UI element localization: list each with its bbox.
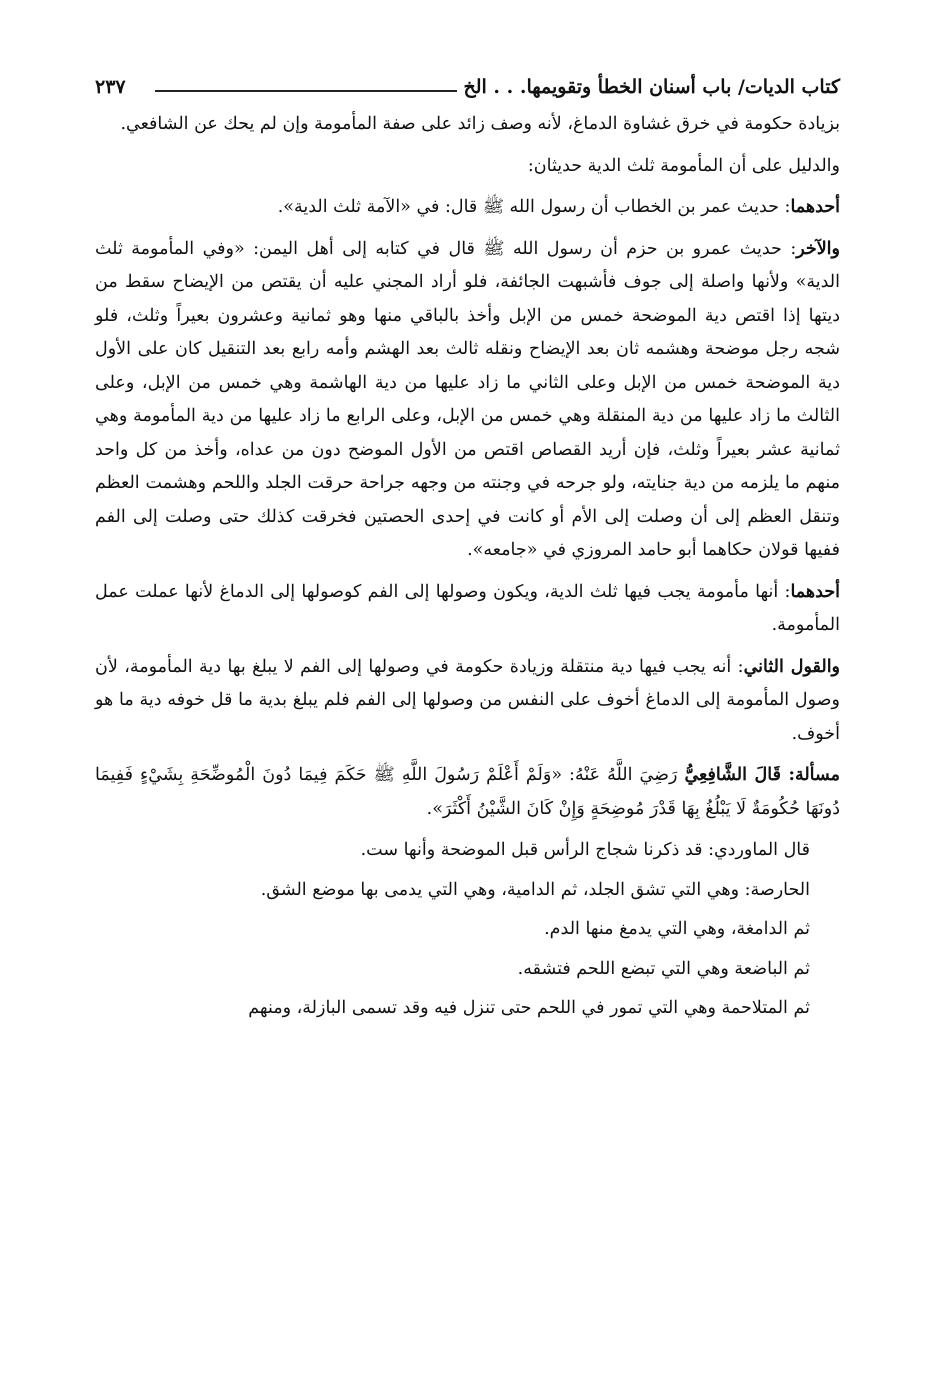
paragraph-3-label: أحدهما — [790, 197, 840, 217]
commentary-line-4: ثم الباضعة وهي التي تبضع اللحم فتشقه. — [517, 958, 810, 979]
page-header — [95, 70, 840, 108]
running-title: كتاب الديات/ باب أسنان الخطأ وتقويمها. . . الخ — [457, 76, 840, 98]
masala-text: رَضِيَ اللَّهُ عَنْهُ: «وَلَمْ أَعْلَمْ رَسُولَ اللَّهِ ﷺ حَكَمَ فِيمَا دُونَ الْمُوضِّحَةِ بِشَيْءٍ فَفِيمَا دُونَهَا حُكُومَةٌ لَا يَبْلُغُ بِهَا قَدْرَ مُوضِحَةٍ وَإِنْ كَانَ الشَّيْنُ أَكْثَرَ». — [95, 765, 840, 819]
paragraph-6-label: والقول الثاني — [743, 656, 841, 677]
paragraph-6-text: : أنه يجب فيها دية منتقلة وزيادة حكومة في وصولها إلى الفم لا يبلغ بها دية المأمومة، لأن وصول المأمومة إلى الدماغ أخوف على النفس من وصولها إلى الفم فلم يبلغ بدية ما قل خوفه دية ما هو أخوف. — [95, 656, 840, 744]
body-text — [95, 108, 840, 1026]
masala-paragraph — [95, 759, 840, 826]
commentary-line-3: ثم الدامغة، وهي التي يدمغ منها الدم. — [544, 919, 810, 939]
paragraph-6 — [95, 651, 840, 752]
paragraph-3-text: : حديث عمر بن الخطاب أن رسول الله ﷺ قال: في «الآمة ثلث الدية». — [277, 197, 791, 217]
page — [95, 70, 840, 1032]
paragraph-4-label: والآخر — [796, 238, 840, 259]
commentary-line-1: قال الماوردي: قد ذكرنا شجاج الرأس قبل الموضحة وأنها ست. — [360, 840, 810, 860]
paragraph-5 — [95, 576, 840, 643]
commentary-line-5: ثم المتلاحمة وهي التي تمور في اللحم حتى تنزل فيه وقد تسمى البازلة، ومنهم — [248, 998, 810, 1018]
masala-label: مسألة: قَالَ الشَّافِعِيُّ — [684, 765, 840, 785]
page-number: ٢٣٧ — [95, 76, 126, 98]
paragraph-4-text: : حديث عمرو بن حزم أن رسول الله ﷺ قال في كتابه إلى أهل اليمن: «وفي المأمومة ثلث الدية» ولأنها واصلة إلى جوف فأشبهت الجائفة، فلو أراد المجني عليه أن يقتص من الإيضاح سقط من ديتها إذا اقتص دية الموضحة خمس من الإبل وأخذ بالباقي منها وهو ثمانية وعشرون بعيراً وثلث، فلو شجه رجل موضحة وهشمه ثان بعد الإيضاح ونقله ثالث بعد الهشم وأمه رابع بعد التنقيل كان على الأول دية الموضحة خمس من الإبل وعلى الثاني ما زاد عليها من دية الهاشمة وهي خمس من الإبل، وعلى الثالث ما زاد عليها من دية المنقلة وهي خمس من الإبل، وعلى الرابع ما زاد عليها من دية المأمومة وهي ثمانية عشر بعيراً وثلث، فإن أريد القصاص اقتص من الأول الموضح دون من عداه، وأخذ من كل واحد منهم ما يلزمه من دية جنايته، ولو جرحه في وجنته من وجهه جراحة حرقت الجلد واللحم وهشمت العظم وتنقل العظم إلى أن وصلت إلى الأم أو كانت في إحدى الحصتين فخرقت كذلك حتى وصلت إلى الفم ففيها قولان حكاهما أبو حامد المروزي في «جامعه». — [95, 238, 840, 560]
paragraph-5-label: أحدهما — [790, 581, 840, 602]
paragraph-4 — [95, 233, 840, 568]
commentary-block — [95, 834, 840, 986]
paragraph-2: والدليل على أن المأمومة ثلث الدية حديثان: — [527, 155, 840, 176]
paragraph-3 — [95, 191, 840, 225]
paragraph-1: بزيادة حكومة في خرق غشاوة الدماغ، لأنه وصف زائد على صفة المأمومة وإن لم يحك عن الشافعي. — [120, 114, 840, 134]
paragraph-5-text: : أنها مأمومة يجب فيها ثلث الدية، ويكون وصولها إلى الفم كوصولها إلى الدماغ لأنها عملت عمل المأمومة. — [95, 581, 840, 635]
commentary-line-2: الحارصة: وهي التي تشق الجلد، ثم الدامية، وهي التي يدمى بها موضع الشق. — [260, 879, 810, 900]
